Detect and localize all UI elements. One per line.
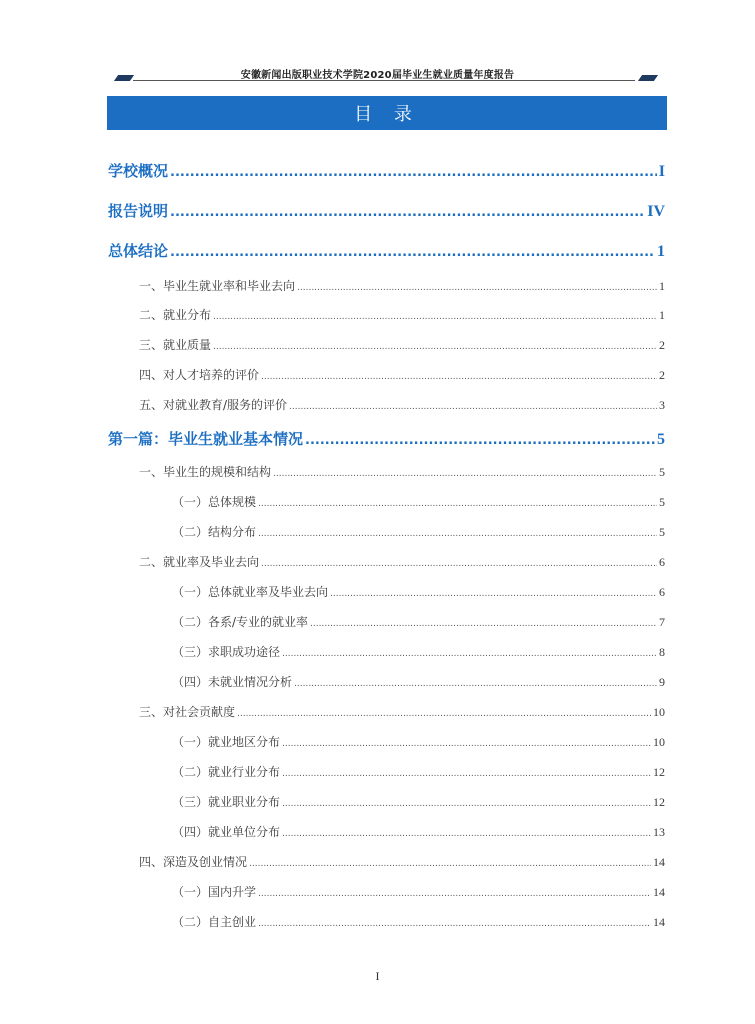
toc-leader-dots	[170, 205, 645, 220]
toc-entry[interactable]	[139, 703, 665, 720]
toc-leader-dots	[330, 589, 657, 599]
toc-entry-title: 总体结论	[108, 242, 169, 260]
toc-entry-title: （二）各系/专业的就业率	[172, 615, 309, 629]
toc-entry[interactable]	[172, 793, 665, 810]
toc-entry-title: （四）就业单位分布	[172, 825, 281, 839]
toc-entry-page: 1	[659, 279, 665, 293]
toc-entry[interactable]	[139, 306, 665, 323]
toc-entry-page: 9	[659, 675, 665, 689]
toc-leader-dots	[282, 739, 651, 749]
toc-leader-dots	[258, 529, 657, 539]
toc-banner: 目 录	[107, 96, 667, 130]
toc-entry[interactable]	[139, 366, 665, 383]
toc-leader-dots	[261, 559, 657, 569]
toc-leader-dots	[249, 859, 651, 869]
toc-leader-dots	[170, 165, 657, 180]
toc-leader-dots	[282, 769, 651, 779]
toc-entry-title: 三、就业质量	[139, 338, 212, 352]
toc-entry-page: 7	[659, 615, 665, 629]
toc-entry-page: 2	[659, 338, 665, 352]
toc-entry[interactable]	[139, 396, 665, 413]
toc-entry-page: 3	[659, 398, 665, 412]
toc-leader-dots	[305, 433, 655, 448]
toc-entry[interactable]	[172, 673, 665, 690]
toc-entry-title: （三）求职成功途径	[172, 645, 281, 659]
toc-entry-page: 14	[653, 915, 665, 929]
toc-entry-page: 5	[659, 495, 665, 509]
toc-leader-dots	[289, 402, 657, 412]
toc-entry-title: 三、对社会贡献度	[139, 705, 236, 719]
toc-entry-page: 6	[659, 555, 665, 569]
toc-entry-page: 10	[653, 705, 665, 719]
toc-entry[interactable]	[139, 277, 665, 294]
toc-entry-title: （二）结构分布	[172, 525, 257, 539]
toc-entry-title: 第一篇：毕业生就业基本情况	[108, 430, 304, 448]
toc-leader-dots	[294, 679, 657, 689]
toc-entry-title: 二、就业率及毕业去向	[139, 555, 260, 569]
toc-entry-page: 12	[653, 795, 665, 809]
toc-entry[interactable]	[108, 160, 665, 181]
toc-entry[interactable]	[172, 913, 665, 930]
toc-entry-title: 一、毕业生就业率和毕业去向	[139, 279, 296, 293]
toc-entry[interactable]	[172, 583, 665, 600]
toc-entry-title: 二、就业分布	[139, 308, 212, 322]
toc-entry-title: （二）就业行业分布	[172, 765, 281, 779]
toc-entry-page: 5	[659, 525, 665, 539]
toc-entry[interactable]	[172, 643, 665, 660]
toc-leader-dots	[273, 469, 657, 479]
toc-entry-title: （一）国内升学	[172, 885, 257, 899]
toc-leader-dots	[237, 709, 651, 719]
toc-entry[interactable]	[108, 428, 665, 449]
toc-entry[interactable]	[139, 553, 665, 570]
toc-entry[interactable]	[172, 763, 665, 780]
toc-entry-page: 14	[653, 855, 665, 869]
toc-entry-page: 14	[653, 885, 665, 899]
toc-leader-dots	[261, 372, 657, 382]
toc-entry-page: 5	[659, 465, 665, 479]
toc-leader-dots	[310, 619, 657, 629]
toc-entry-page: 5	[657, 431, 665, 448]
toc-leader-dots	[213, 312, 657, 322]
toc-leader-dots	[282, 829, 651, 839]
toc-entry[interactable]	[172, 523, 665, 540]
toc-entry-title: 五、对就业教育/服务的评价	[139, 398, 288, 412]
toc-entry-title: 报告说明	[108, 202, 169, 220]
toc-leader-dots	[297, 283, 657, 293]
page-number: I	[375, 969, 380, 983]
toc-leader-dots	[282, 799, 651, 809]
toc-entry-page: I	[658, 163, 665, 180]
toc-entry[interactable]	[172, 823, 665, 840]
toc-entry[interactable]	[172, 613, 665, 630]
toc-entry[interactable]	[139, 463, 665, 480]
toc-leader-dots	[258, 919, 651, 929]
toc-entry-page: 8	[659, 645, 665, 659]
header-title: 安徽新闻出版职业技术学院2020届毕业生就业质量年度报告	[240, 70, 515, 81]
toc-leader-dots	[258, 499, 657, 509]
toc-entry-title: （一）总体规模	[172, 495, 257, 509]
toc-entry-page: 1	[657, 243, 665, 260]
toc-entry-title: 四、对人才培养的评价	[139, 368, 260, 382]
toc-leader-dots	[170, 245, 655, 260]
toc-entry[interactable]	[139, 853, 665, 870]
toc-entry-title: 四、深造及创业情况	[139, 855, 248, 869]
toc-entry-page: 1	[659, 308, 665, 322]
toc-entry-title: （一）就业地区分布	[172, 735, 281, 749]
toc-entry-title: 学校概况	[108, 162, 169, 180]
toc-entry-title: （一）总体就业率及毕业去向	[172, 585, 329, 599]
toc-entry[interactable]	[172, 733, 665, 750]
toc-entry[interactable]	[139, 336, 665, 353]
toc-entry-page: 2	[659, 368, 665, 382]
toc-entry-page: IV	[647, 203, 665, 220]
toc-entry[interactable]	[172, 493, 665, 510]
toc-entry[interactable]	[108, 200, 665, 221]
toc-entry-title: （二）自主创业	[172, 915, 257, 929]
toc-leader-dots	[258, 889, 651, 899]
toc-entry-page: 13	[653, 825, 665, 839]
toc-entry[interactable]	[108, 240, 665, 261]
toc-entry-title: （四）未就业情况分析	[172, 675, 293, 689]
toc-entry[interactable]	[172, 883, 665, 900]
toc-entry-page: 10	[653, 735, 665, 749]
toc-entry-page: 12	[653, 765, 665, 779]
toc-leader-dots	[282, 649, 657, 659]
toc-entry-page: 6	[659, 585, 665, 599]
toc-leader-dots	[213, 342, 657, 352]
toc-entry-title: 一、毕业生的规模和结构	[139, 465, 272, 479]
toc-entry-title: （三）就业职业分布	[172, 795, 281, 809]
